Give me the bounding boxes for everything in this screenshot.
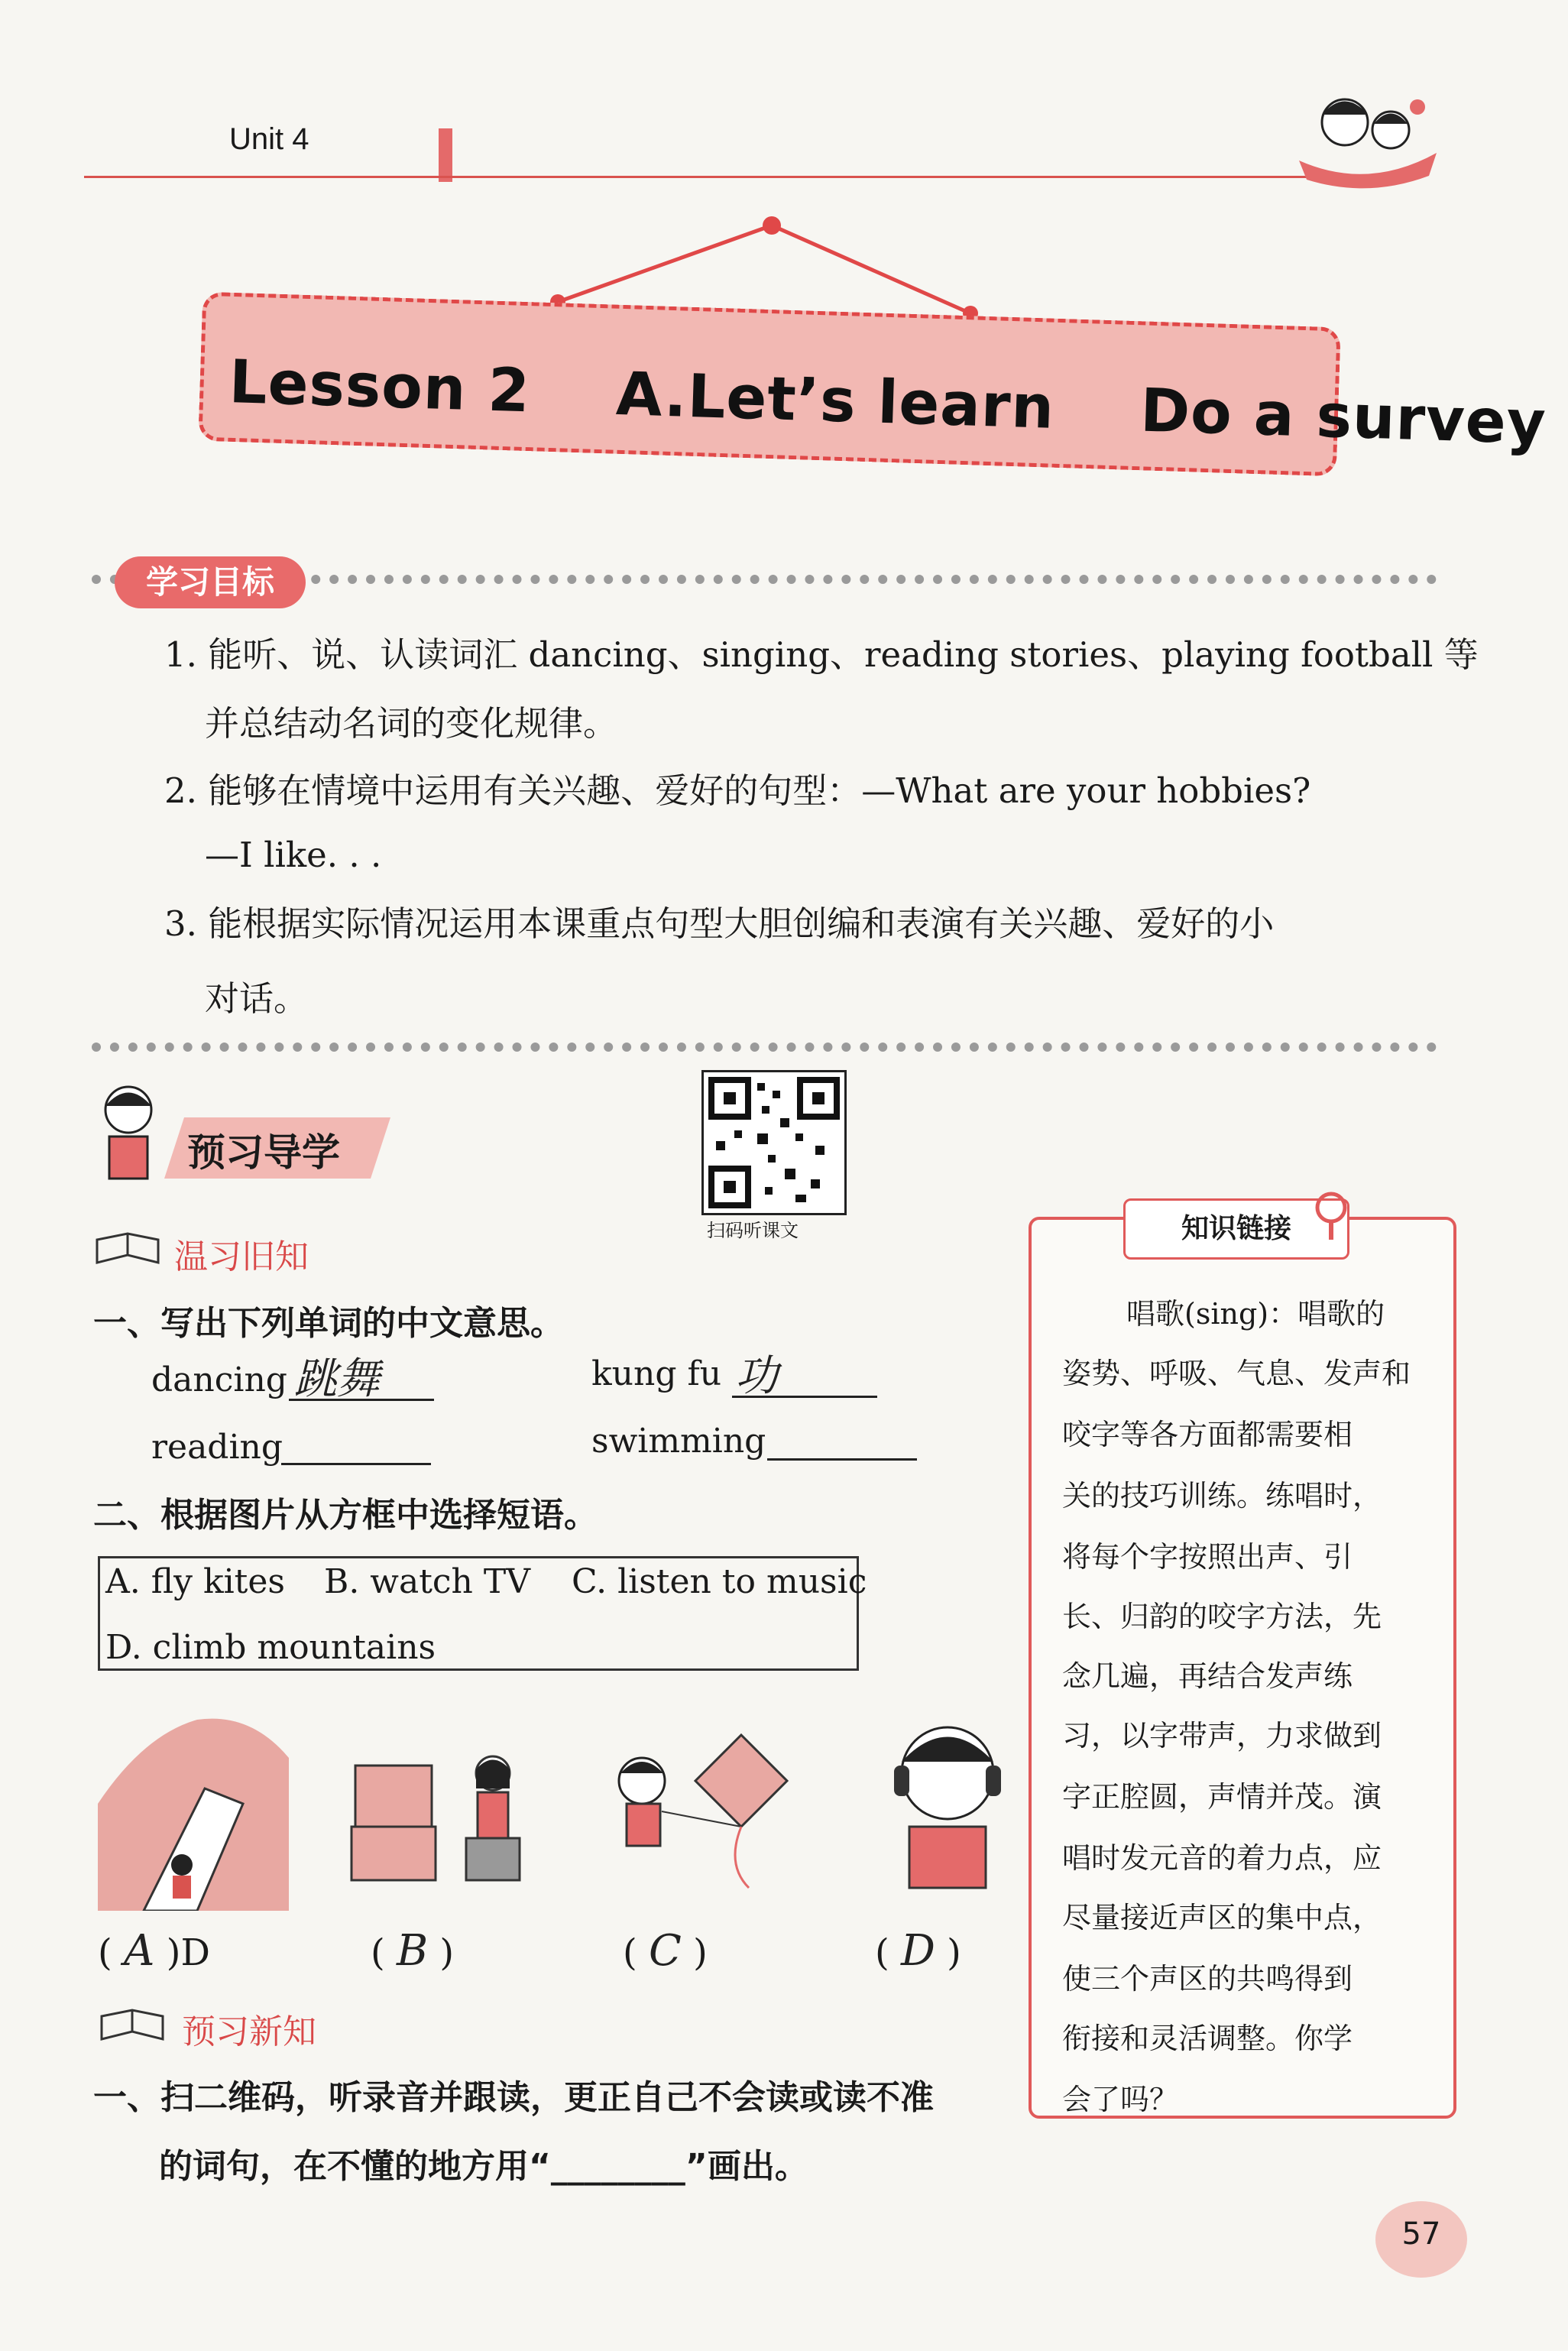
answer-paren-2[interactable] bbox=[371, 1926, 454, 1976]
climbing-mountain-picture bbox=[98, 1712, 289, 1911]
word-swimming: swimming bbox=[591, 1422, 766, 1461]
question-3-line2: 的词句，在不懂的地方用“________”画出。 bbox=[159, 2147, 808, 2186]
knowledge-line: 会了吗？ bbox=[1062, 2083, 1179, 2116]
paren-open: ( bbox=[875, 1931, 889, 1974]
knowledge-line: 咬字等各方面都需要相 bbox=[1062, 1418, 1353, 1451]
objective-line: —I like. . . bbox=[205, 835, 382, 875]
word-reading: reading bbox=[151, 1428, 283, 1467]
question-1-title: 一、写出下列单词的中文意思。 bbox=[93, 1304, 564, 1343]
listening-music-picture bbox=[863, 1704, 1024, 1903]
paren-close: ) bbox=[693, 1931, 708, 1974]
word-dancing: dancing bbox=[151, 1360, 287, 1399]
objective-line: 对话。 bbox=[205, 978, 309, 1019]
objective-line: 2. 能够在情境中运用有关兴趣、爱好的句型：—What are your hobbies? bbox=[164, 770, 1311, 811]
handwritten-answer: B bbox=[397, 1926, 429, 1976]
preview-section-title: 预习导学 bbox=[187, 1130, 340, 1175]
answer-blank[interactable] bbox=[767, 1458, 917, 1461]
knowledge-line: 姿势、呼吸、气息、发声和 bbox=[1062, 1357, 1411, 1390]
objective-line: 并总结动名词的变化规律。 bbox=[205, 703, 618, 744]
paren-open: ( bbox=[623, 1931, 637, 1974]
handwritten-answer: A bbox=[124, 1926, 155, 1976]
question-3-line1: 一、扫二维码，听录音并跟读，更正自己不会读或读不准 bbox=[93, 2078, 934, 2117]
knowledge-line: 使三个声区的共鸣得到 bbox=[1062, 1962, 1353, 1996]
knowledge-line: 衔接和灵活调整。你学 bbox=[1062, 2022, 1353, 2055]
qr-caption: 扫码听课文 bbox=[707, 1220, 799, 1241]
book-icon bbox=[93, 1232, 162, 1270]
question-2-title: 二、根据图片从方框中选择短语。 bbox=[93, 1496, 598, 1535]
word-kung-fu: kung fu bbox=[591, 1354, 722, 1393]
knowledge-line: 将每个字按照出声、引 bbox=[1062, 1540, 1353, 1574]
objective-line: 3. 能根据实际情况运用本课重点句型大胆创编和表演有关兴趣、爱好的小 bbox=[164, 903, 1275, 944]
objectives-label: 学习目标 bbox=[115, 556, 306, 608]
magnifier-icon bbox=[1308, 1189, 1354, 1243]
knowledge-line: 唱歌(sing)：唱歌的 bbox=[1126, 1297, 1385, 1331]
handwritten-answer: C bbox=[649, 1926, 682, 1976]
paren-close: ) bbox=[439, 1931, 455, 1974]
choice-b: B. watch TV bbox=[324, 1562, 530, 1601]
choice-c: C. listen to music bbox=[572, 1562, 867, 1601]
objective-line: 1. 能听、说、认读词汇 dancing、singing、reading stories、playing football 等 bbox=[164, 634, 1479, 675]
handwritten-answer: 跳舞 bbox=[294, 1354, 380, 1404]
review-title: 温习旧知 bbox=[174, 1237, 309, 1276]
choice-d: D. climb mountains bbox=[105, 1628, 436, 1667]
flying-kite-picture bbox=[604, 1727, 802, 1895]
paren-open: ( bbox=[371, 1931, 385, 1974]
lesson-title: Lesson 2 A.Let’s learn Do a survey bbox=[228, 348, 1547, 459]
knowledge-line: 习，以字带声，力求做到 bbox=[1062, 1719, 1382, 1753]
answer-paren-1[interactable] bbox=[98, 1926, 210, 1976]
knowledge-line: 唱时发元音的着力点，应 bbox=[1062, 1841, 1382, 1875]
answer-paren-4[interactable] bbox=[875, 1926, 961, 1976]
handwritten-answer: 功 bbox=[735, 1351, 778, 1401]
paren-close: )D bbox=[166, 1931, 210, 1974]
book-icon bbox=[98, 2009, 167, 2047]
handwritten-answer: D bbox=[901, 1926, 935, 1976]
knowledge-line: 长、归韵的咬字方法，先 bbox=[1062, 1600, 1382, 1633]
knowledge-line: 念几遍，再结合发声练 bbox=[1062, 1659, 1353, 1693]
answer-blank[interactable] bbox=[281, 1463, 431, 1465]
knowledge-line: 关的技巧训练。练唱时， bbox=[1062, 1479, 1382, 1513]
reading-girl-icon bbox=[90, 1079, 167, 1194]
new-knowledge-title: 预习新知 bbox=[182, 2012, 316, 2051]
paren-open: ( bbox=[98, 1931, 112, 1974]
knowledge-line: 字正腔圆，声情并茂。演 bbox=[1062, 1780, 1382, 1814]
unit-label: Unit 4 bbox=[229, 122, 309, 156]
header-marker bbox=[439, 128, 452, 182]
qr-code[interactable] bbox=[701, 1070, 847, 1215]
cartoon-kids-icon bbox=[1291, 76, 1444, 191]
answer-paren-3[interactable] bbox=[623, 1926, 708, 1976]
page-number: 57 bbox=[1401, 2216, 1441, 2252]
knowledge-line: 尽量接近声区的集中点， bbox=[1062, 1901, 1382, 1934]
knowledge-label: 知识链接 bbox=[1123, 1198, 1349, 1260]
header-rule bbox=[84, 176, 1307, 178]
paren-close: ) bbox=[947, 1931, 961, 1974]
choice-a: A. fly kites bbox=[105, 1562, 285, 1601]
watching-tv-picture bbox=[340, 1750, 531, 1895]
